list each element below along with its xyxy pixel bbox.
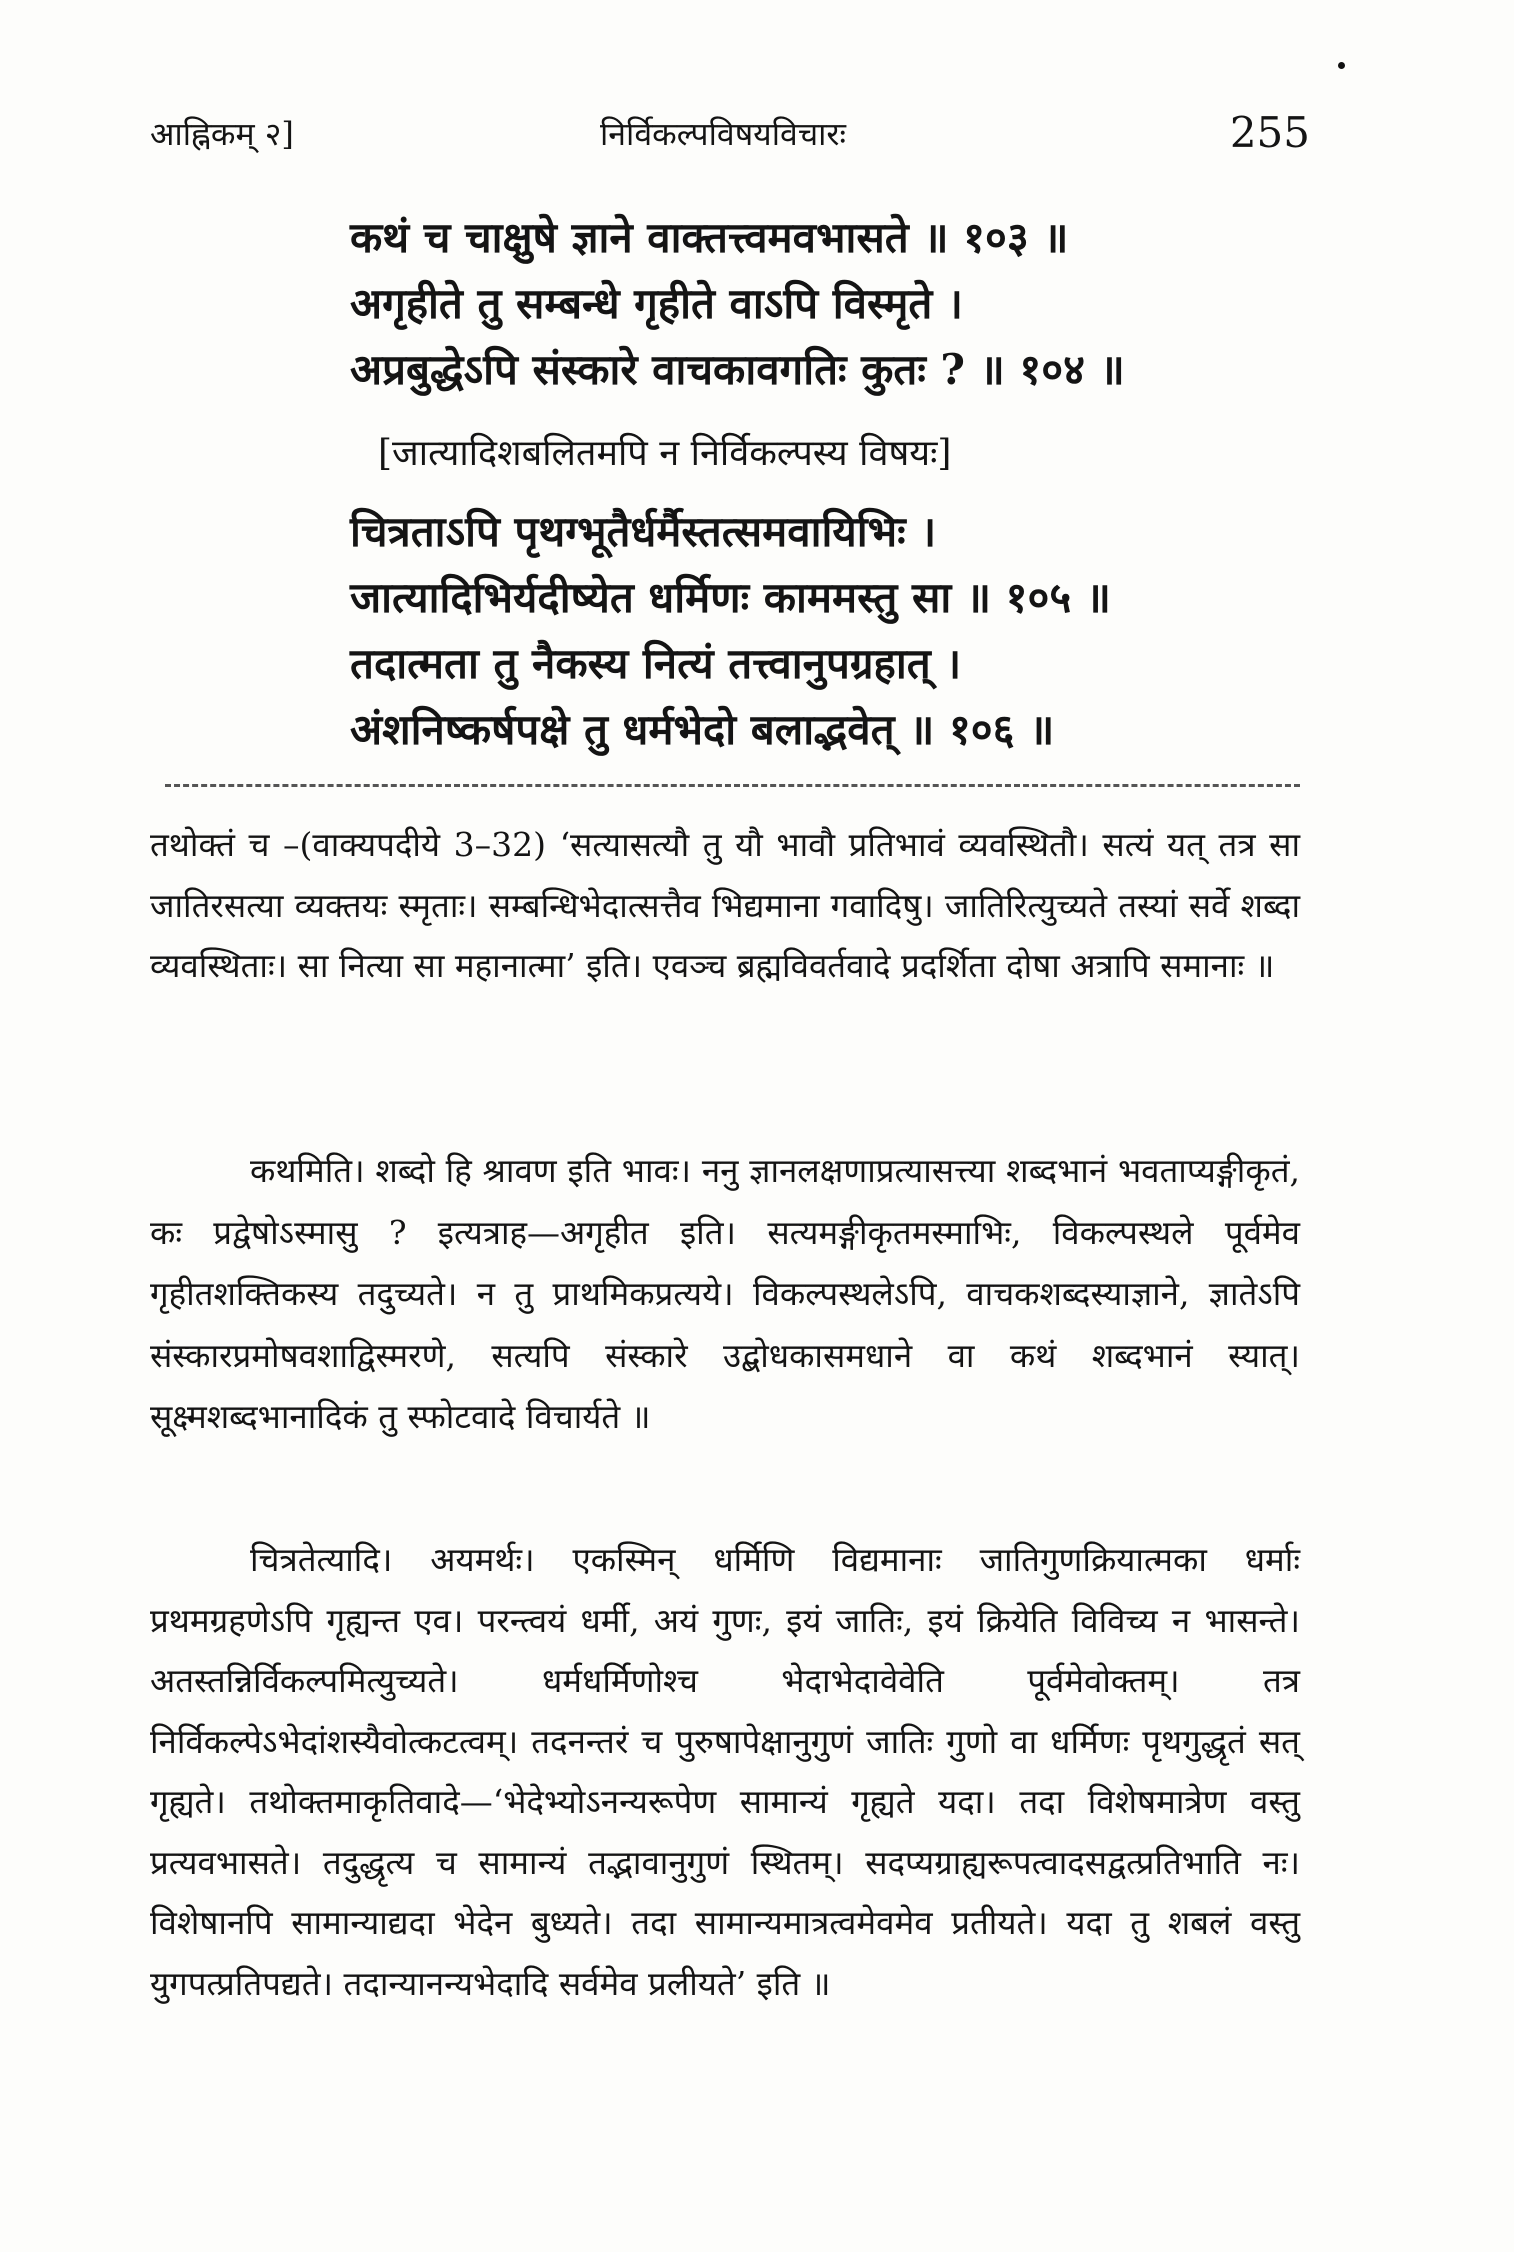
commentary-quote [150, 815, 1300, 997]
verse-subheading: [जात्यादिशबलितमपि न निर्विकल्पस्य विषयः] [378, 433, 952, 474]
verse-line: अप्रबुद्धेऽपि संस्कारे वाचकावगतिः कुतः ? ॥ १०४ ॥ [350, 345, 1125, 394]
commentary-section [150, 1530, 1300, 2014]
commentary-paragraph: कथमिति। शब्दो हि श्रावण इति भावः। ननु ज्ञानलक्षणाप्रत्यासत्त्या शब्दभानं भवताप्यङ्गीकृतं, कः प्रद्वेषोऽस्मासु ? इत्यत्राह—अगृहीत इति। सत्यमङ्गीकृतमस्माभिः, विकल्पस्थले पूर्वमेव गृहीतशक्तिकस्य तदुच्यते। न तु प्राथमिकप्रत्यये। विकल्पस्थलेऽपि, वाचकशब्दस्याज्ञाने, ज्ञातेऽपि संस्कारप्रमोषवशाद्विस्मरणे, सत्यपि संस्कारे उद्बोधकासमधाने वा कथं शब्दभानं स्यात्। सूक्ष्मशब्दभानादिकं तु स्फोटवादे विचार्यते ॥ [150, 1151, 1300, 1436]
verse-line: अगृहीते तु सम्बन्धे गृहीते वाऽपि विस्मृते । [350, 279, 963, 328]
running-header [150, 108, 1310, 158]
verse-line: चित्रताऽपि पृथग्भूतैर्धर्मैस्तत्समवायिभिः । [350, 507, 937, 556]
verse-line: तदात्मता तु नैकस्य नित्यं तत्त्वानुपग्रहात् । [350, 639, 962, 688]
ink-speck [1338, 62, 1345, 69]
chapter-label: आह्निकम् २] [150, 115, 294, 153]
commentary-paragraph: तथोक्तं च –(वाक्यपदीये 3–32) ‘सत्यासत्यौ तु यौ भावौ प्रतिभावं व्यवस्थितौ। सत्यं यत् तत्र सा जातिरसत्या व्यक्तयः स्मृताः। सम्बन्धिभेदात्सत्तैव भिद्यमाना गवादिषु। जातिरित्युच्यते तस्यां सर्वे शब्दा व्यवस्थिताः। सा नित्या सा महानात्मा’ इति। एवञ्च ब्रह्मविवर्तवादे प्रदर्शिता दोषा अत्रापि समानाः ॥ [150, 825, 1300, 985]
verse-block [350, 205, 1300, 763]
dashed-divider [165, 784, 1300, 787]
commentary-section [150, 1140, 1300, 1448]
commentary-paragraph: चित्रतेत्यादि। अयमर्थः। एकस्मिन् धर्मिणि विद्यमानाः जातिगुणक्रियात्मका धर्माः प्रथमग्रहणेऽपि गृह्यन्त एव। परन्त्वयं धर्मी, अयं गुणः, इयं जातिः, इयं क्रियेति विविच्य न भासन्ते। अतस्तन्निर्विकल्पमित्युच्यते। धर्मधर्मिणोश्च भेदाभेदावेवेति पूर्वमेवोक्तम्। तत्र निर्विकल्पेऽभेदांशस्यैवोत्कटत्वम्। तदनन्तरं च पुरुषापेक्षानुगुणं जातिः गुणो वा धर्मिणः पृथगुद्धृतं सत् गृह्यते। तथोक्तमाकृतिवादे—‘भेदेभ्योऽनन्यरूपेण सामान्यं गृह्यते यदा। तदा विशेषमात्रेण वस्तु प्रत्यवभासते। तदुद्धृत्य च सामान्यं तद्भावानुगुणं स्थितम्। सदप्यग्राह्यरूपत्वादसद्वत्प्रतिभाति नः। विशेषानपि सामान्याद्यदा भेदेन बुध्यते। तदा सामान्यमात्रत्वमेवमेव प्रतीयते। यदा तु शबलं वस्तु युगपत्प्रतिपद्यते। तदान्यानन्यभेदादि सर्वमेव प्रलीयते’ इति ॥ [150, 1540, 1300, 2003]
verse-line: अंशनिष्कर्षपक्षे तु धर्मभेदो बलाद्भवेत् ॥ १०६ ॥ [350, 705, 1055, 754]
verse-line: जात्यादिभिर्यदीष्येत धर्मिणः काममस्तु सा ॥ १०५ ॥ [350, 573, 1111, 622]
section-title: निर्विकल्पविषयविचारः [600, 115, 846, 153]
verse-line: कथं च चाक्षुषे ज्ञाने वाक्तत्त्वमवभासते ॥ १०३ ॥ [350, 213, 1069, 262]
page-number: 255 [1229, 108, 1310, 157]
